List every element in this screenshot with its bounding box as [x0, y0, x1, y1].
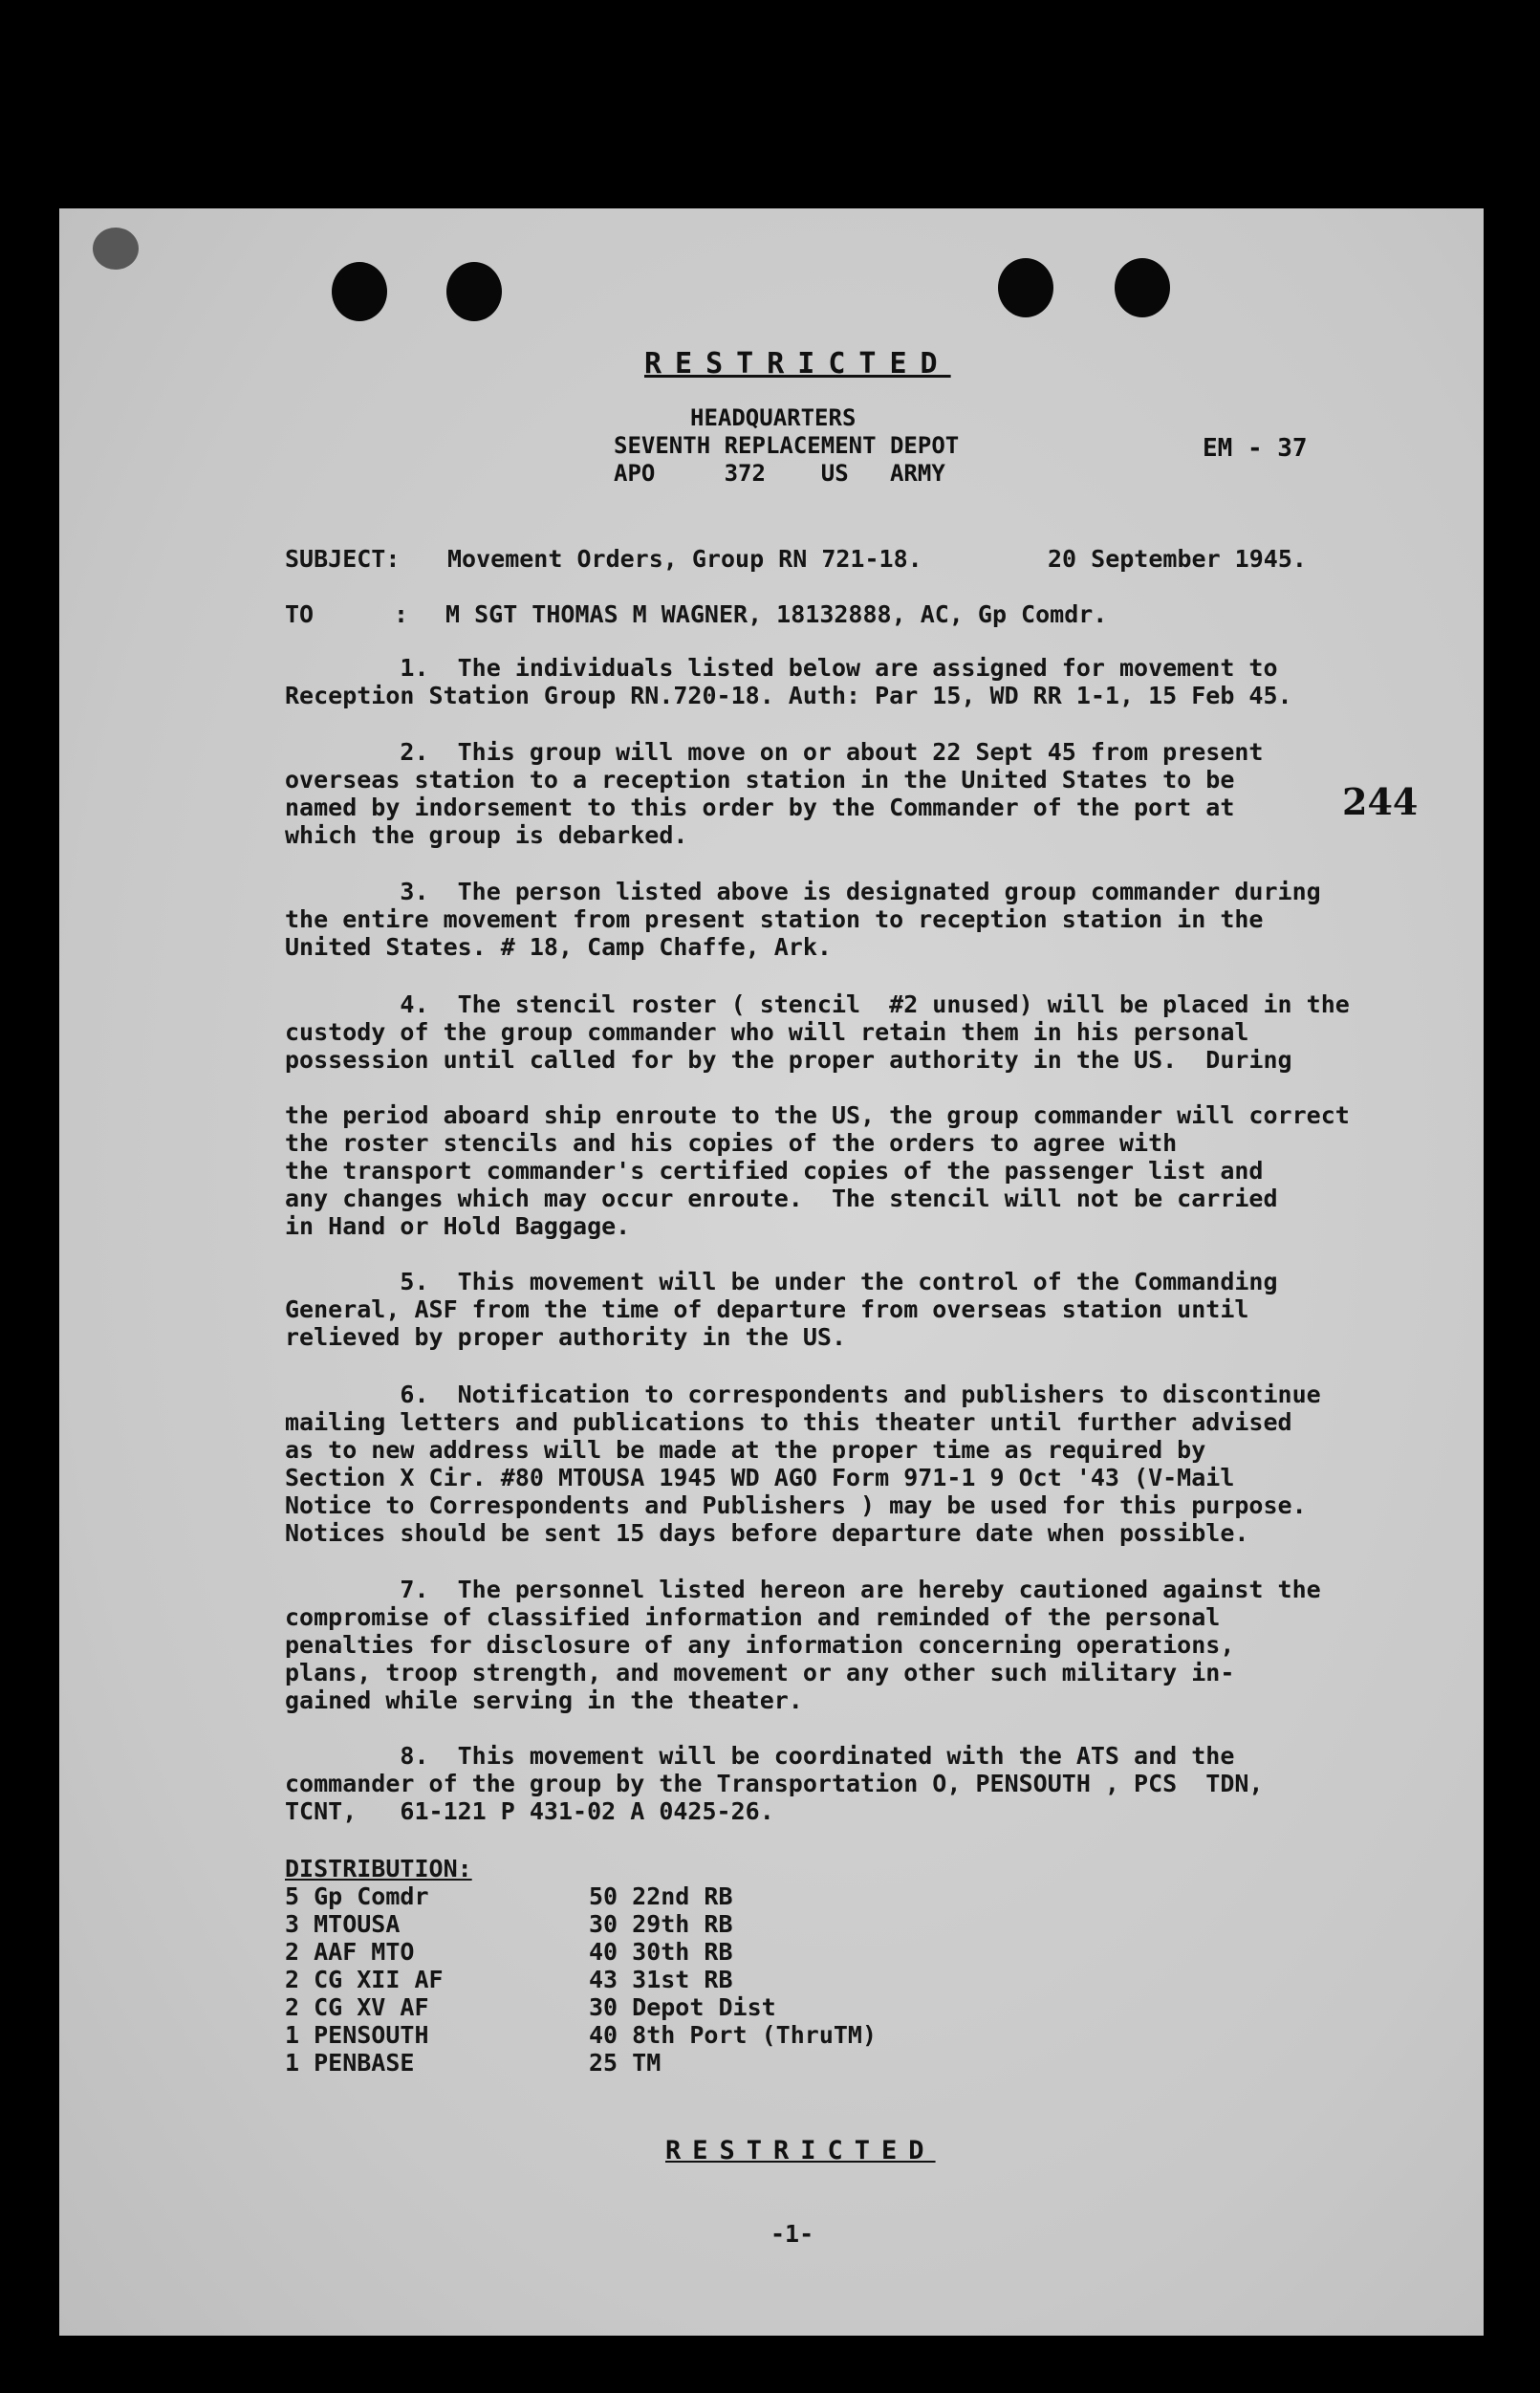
- distribution-left-6: 1 PENSOUTH: [285, 2021, 429, 2049]
- paragraph-7-line-2: compromise of classified information and reminded of the personal: [285, 1603, 1221, 1631]
- document-date: 20 September 1945.: [1048, 545, 1307, 573]
- distribution-right-2: 30 29th RB: [589, 1910, 733, 1938]
- paragraph-2-line-4: which the group is debarked.: [285, 821, 688, 849]
- to-colon: :: [394, 600, 409, 628]
- paragraph-7-line-3: penalties for disclosure of any information concerning operations,: [285, 1631, 1235, 1659]
- page-number: -1-: [770, 2220, 814, 2248]
- paragraph-8-line-3: TCNT, 61-121 P 431-02 A 0425-26.: [285, 1797, 774, 1825]
- to-text: M SGT THOMAS M WAGNER, 18132888, AC, Gp Comdr.: [445, 600, 1108, 628]
- distribution-left-5: 2 CG XV AF: [285, 1993, 429, 2021]
- paragraph-6-line-1: 6. Notification to correspondents and publishers to discontinue: [285, 1381, 1321, 1408]
- distribution-right-3: 40 30th RB: [589, 1938, 733, 1966]
- punch-hole-3: [998, 258, 1053, 317]
- paragraph-5-line-2: General, ASF from the time of departure from overseas station until: [285, 1295, 1249, 1323]
- paragraph-3-line-3: United States. # 18, Camp Chaffe, Ark.: [285, 933, 832, 961]
- paragraph-4-line-6: the transport commander's certified copies of the passenger list and: [285, 1157, 1264, 1185]
- paragraph-4-line-7: any changes which may occur enroute. The stencil will not be carried: [285, 1185, 1278, 1212]
- distribution-left-2: 3 MTOUSA: [285, 1910, 401, 1938]
- paragraph-6-line-4: Section X Cir. #80 MTOUSA 1945 WD AGO Form 971-1 9 Oct '43 (V-Mail: [285, 1464, 1235, 1491]
- paragraph-4-line-8: in Hand or Hold Baggage.: [285, 1212, 631, 1240]
- corner-stain: [93, 228, 139, 270]
- paragraph-2-line-1: 2. This group will move on or about 22 Sept 45 from present: [285, 738, 1264, 766]
- document-page: [59, 208, 1484, 2336]
- paragraph-4-line-1: 4. The stencil roster ( stencil #2 unused) will be placed in the: [285, 990, 1350, 1018]
- punch-hole-4: [1115, 258, 1170, 317]
- paragraph-7-line-5: gained while serving in the theater.: [285, 1686, 803, 1714]
- punch-hole-1: [332, 262, 387, 321]
- paragraph-2-line-3: named by indorsement to this order by the Commander of the port at: [285, 794, 1235, 821]
- header-line-1: HEADQUARTERS: [690, 404, 857, 431]
- paragraph-5-line-3: relieved by proper authority in the US.: [285, 1323, 846, 1351]
- paragraph-4-line-3: possession until called for by the proper authority in the US. During: [285, 1046, 1292, 1074]
- distribution-left-1: 5 Gp Comdr: [285, 1882, 429, 1910]
- subject-label: SUBJECT:: [285, 545, 401, 573]
- paragraph-1-line-2: Reception Station Group RN.720-18. Auth: Par 15, WD RR 1-1, 15 Feb 45.: [285, 682, 1292, 709]
- paragraph-3-line-1: 3. The person listed above is designated group commander during: [285, 878, 1321, 905]
- paragraph-7-line-4: plans, troop strength, and movement or any other such military in-: [285, 1659, 1235, 1686]
- header-line-2: SEVENTH REPLACEMENT DEPOT: [614, 432, 960, 459]
- paragraph-8-line-1: 8. This movement will be coordinated with the ATS and the: [285, 1742, 1235, 1770]
- paragraph-5-line-1: 5. This movement will be under the control of the Commanding: [285, 1268, 1278, 1295]
- distribution-left-7: 1 PENBASE: [285, 2049, 415, 2077]
- header-line-3: APO 372 US ARMY: [614, 460, 945, 487]
- paragraph-6-line-5: Notice to Correspondents and Publishers ) may be used for this purpose.: [285, 1491, 1307, 1519]
- punch-hole-2: [446, 262, 502, 321]
- paragraph-8-line-2: commander of the group by the Transportation O, PENSOUTH , PCS TDN,: [285, 1770, 1264, 1797]
- paragraph-7-line-1: 7. The personnel listed hereon are hereby cautioned against the: [285, 1576, 1321, 1603]
- subject-text: Movement Orders, Group RN 721-18.: [447, 545, 922, 573]
- paragraph-1-line-1: 1. The individuals listed below are assigned for movement to: [285, 654, 1278, 682]
- paragraph-4-line-4: the period aboard ship enroute to the US, the group commander will correct: [285, 1101, 1350, 1129]
- distribution-left-4: 2 CG XII AF: [285, 1966, 444, 1993]
- distribution-right-1: 50 22nd RB: [589, 1882, 733, 1910]
- paragraph-4-line-5: the roster stencils and his copies of the orders to agree with: [285, 1129, 1178, 1157]
- paragraph-2-line-2: overseas station to a reception station in the United States to be: [285, 766, 1235, 794]
- classification-top: RESTRICTED: [644, 347, 951, 381]
- distribution-right-7: 25 TM: [589, 2049, 662, 2077]
- distribution-right-6: 40 8th Port (ThruTM): [589, 2021, 878, 2049]
- paragraph-6-line-6: Notices should be sent 15 days before departure date when possible.: [285, 1519, 1249, 1547]
- page-stamp: 244: [1342, 780, 1419, 823]
- distribution-right-4: 43 31st RB: [589, 1966, 733, 1993]
- paragraph-6-line-3: as to new address will be made at the proper time as required by: [285, 1436, 1206, 1464]
- classification-bottom: RESTRICTED: [665, 2136, 936, 2165]
- paragraph-4-line-2: custody of the group commander who will retain them in his personal: [285, 1018, 1249, 1046]
- to-label: TO: [285, 600, 315, 628]
- distribution-heading: DISTRIBUTION:: [285, 1855, 472, 1882]
- reference-number: EM - 37: [1203, 434, 1308, 463]
- distribution-right-5: 30 Depot Dist: [589, 1993, 776, 2021]
- paragraph-6-line-2: mailing letters and publications to this theater until further advised: [285, 1408, 1292, 1436]
- distribution-left-3: 2 AAF MTO: [285, 1938, 415, 1966]
- paragraph-3-line-2: the entire movement from present station to reception station in the: [285, 905, 1264, 933]
